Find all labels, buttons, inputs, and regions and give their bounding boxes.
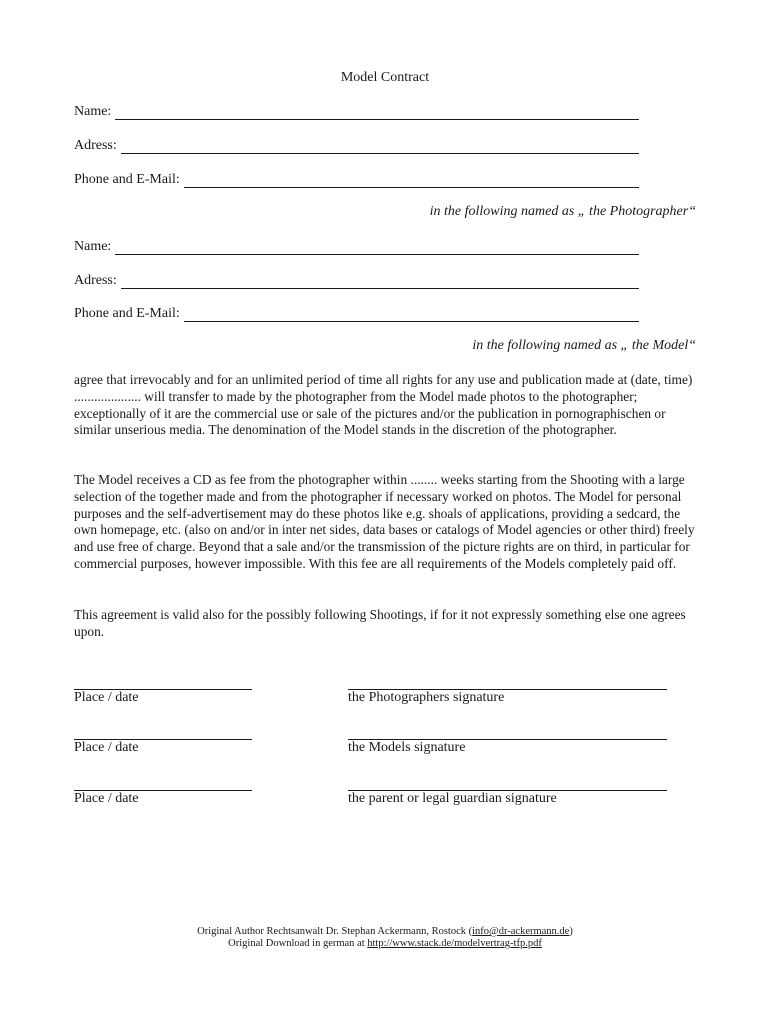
photographer-name-field[interactable] [74, 102, 639, 120]
footer-download [0, 938, 770, 950]
photographer-address-field[interactable] [74, 136, 639, 154]
footer-download-prefix: Original Download in german at [228, 938, 368, 949]
model-signature-label: the Models signature [348, 740, 466, 755]
document-title: Model Contract [340, 70, 430, 85]
model-phone-field[interactable] [74, 304, 639, 322]
photographer-role-text: in the following named as „ the Photographer“ [429, 204, 696, 219]
model-phone-label: Phone and E-Mail: [74, 306, 180, 321]
place-date-label: Place / date [74, 690, 139, 705]
model-name-line [115, 240, 639, 255]
photographer-signature-label: the Photographers signature [348, 690, 505, 705]
guardian-signature-label: the parent or legal guardian signature [348, 791, 557, 806]
download-url-link[interactable]: http://www.stack.de/modelvertrag-tfp.pdf [367, 938, 542, 949]
model-phone-line [184, 307, 639, 322]
photographer-address-line [121, 139, 639, 154]
model-role-text: in the following named as „ the Model“ [472, 338, 696, 353]
photographer-phone-label: Phone and E-Mail: [74, 172, 180, 187]
place-date-label: Place / date [74, 791, 139, 806]
photographer-name-label: Name: [74, 104, 112, 119]
footer-author-prefix: Original Author Rechtsanwalt Dr. Stephan Ackermann, Rostock ( [197, 926, 473, 937]
fee-paragraph: The Model receives a CD as fee from the photographer within ........ weeks starting from the Shooting with a large selection of the together made and from the photographer if necessary worked on photos. The Model for personal purposes and the self-advertisement may do these photos like e.g. shoals of applications, providing a sedcard, the own homepage, etc. (also on and/or in inter net sides, data bases or catalogs of Model agencies or other third) freely and use free of charge. Beyond that a sale and/or the transmission of the picture rights are on third, in particular for commercial purposes, however impossible. With this fee are all requirements of the Models completely paid off. [74, 472, 695, 571]
photographer-address-label: Adress: [74, 138, 117, 153]
validity-paragraph: This agreement is valid also for the possibly following Shootings, if for it not expressly something else one agrees upon. [74, 607, 686, 639]
rights-paragraph: agree that irrevocably and for an unlimited period of time all rights for any use and publication made at (date, time) .................... will transfer to made by the photographer from the Model made photos to the photographer; exceptionally of it are the commercial use or sale of the pictures and/or the publication in pornographischen or similar unserious media. The denomination of the Model stands in the discretion of the photographer. [74, 372, 693, 438]
photographer-phone-field[interactable] [74, 170, 639, 188]
author-email-link[interactable]: info@dr-ackermann.de [472, 926, 570, 937]
model-address-label: Adress: [74, 273, 117, 288]
model-name-field[interactable] [74, 237, 639, 255]
model-name-label: Name: [74, 239, 112, 254]
model-address-line [121, 274, 639, 289]
footer-author-suffix: ) [569, 926, 573, 937]
footer-author [0, 926, 770, 938]
photographer-name-line [115, 105, 639, 120]
model-address-field[interactable] [74, 271, 639, 289]
place-date-label: Place / date [74, 740, 139, 755]
photographer-phone-line [184, 173, 639, 188]
